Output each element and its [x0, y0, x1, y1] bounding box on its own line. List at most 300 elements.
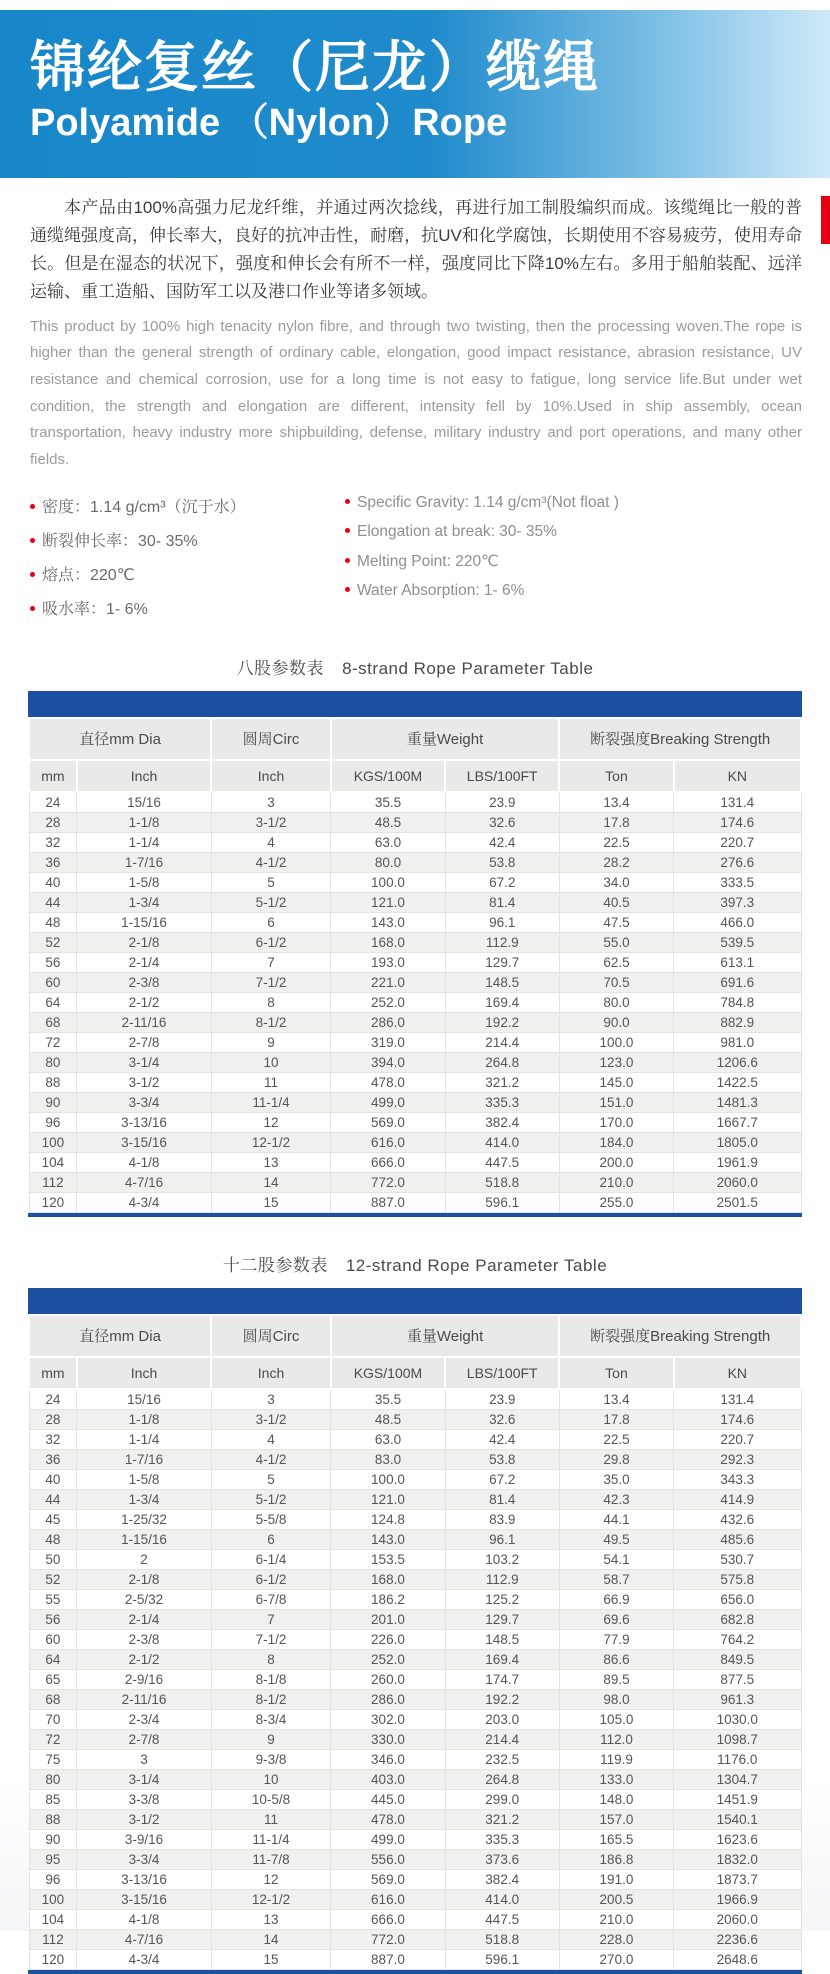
table-cell: 2060.0 [674, 1172, 801, 1192]
table-cell: 80.0 [331, 852, 445, 872]
page-title-english: Polyamide （Nylon）Rope [30, 102, 508, 145]
table-cell: 63.0 [331, 1429, 445, 1449]
table-row [29, 1389, 801, 1410]
table-cell: 887.0 [331, 1949, 445, 1969]
table-cell: 3-1/2 [211, 1409, 331, 1429]
table-cell: 13.4 [559, 792, 673, 813]
table-cell: 129.7 [445, 1609, 559, 1629]
table-cell: 63.0 [331, 832, 445, 852]
table-title-zh: 八股参数表 [236, 658, 325, 678]
table-cell: 276.6 [674, 852, 801, 872]
bullet-dot-icon [30, 538, 35, 543]
column-group-header: 断裂强度Breaking Strength [559, 718, 801, 760]
table-cell: 1451.9 [674, 1789, 801, 1809]
table-cell: 6 [211, 912, 331, 932]
table-cell: 691.6 [674, 972, 801, 992]
bullet-dot-icon [30, 504, 35, 509]
table-cell: 485.6 [674, 1529, 801, 1549]
column-group-header: 圆周Circ [211, 718, 331, 760]
table-cell: 96.1 [445, 1529, 559, 1549]
table-cell: 90 [29, 1829, 77, 1849]
spec-list-english [345, 494, 802, 630]
table-cell: 200.0 [559, 1152, 673, 1172]
table-cell: 3-9/16 [77, 1829, 211, 1849]
intro-paragraph-chinese: 本产品由100%高强力尼龙纤维，并通过两次捻线，再进行加工制股编织而成。该缆绳比一般的普通缆绳强度高，伸长率大，良好的抗冲击性，耐磨，抗UV和化学腐蚀，长期使用不容易疲劳，使用寿命长。但是在湿态的状况下，强度和伸长会有所不一样，强度同比下降10%左右。多用于船舶装配、远洋运输、重工造船、国防军工以及港口作业等诸多领域。 [30, 198, 802, 301]
table-cell: 88 [29, 1809, 77, 1829]
table-cell: 65 [29, 1669, 77, 1689]
table-cell: 5-1/2 [211, 1489, 331, 1509]
spec-item-label: 密度：1.14 g/cm³（沉于水） [42, 498, 246, 516]
table-cell: 17.8 [559, 1409, 673, 1429]
table-cell: 569.0 [331, 1869, 445, 1889]
table-cell: 72 [29, 1032, 77, 1052]
table-cell: 12-1/2 [211, 1889, 331, 1909]
table-cell: 203.0 [445, 1709, 559, 1729]
spec-item-zh [30, 562, 345, 585]
table-cell: 2 [77, 1549, 211, 1569]
table-cell: 2-5/32 [77, 1589, 211, 1609]
spec-item-en [345, 523, 802, 541]
table-cell: 1-1/8 [77, 812, 211, 832]
table-cell: 145.0 [559, 1072, 673, 1092]
table-cell: 2-3/8 [77, 972, 211, 992]
table-cell: 11-7/8 [211, 1849, 331, 1869]
table-row [29, 1072, 801, 1092]
table-cell: 5-1/2 [211, 892, 331, 912]
table-row [29, 1689, 801, 1709]
table-cell: 4 [211, 832, 331, 852]
table-cell: 518.8 [445, 1172, 559, 1192]
table-cell: 772.0 [331, 1172, 445, 1192]
table-cell: 100.0 [331, 1469, 445, 1489]
table-cell: 15/16 [77, 1389, 211, 1410]
table-cell: 447.5 [445, 1152, 559, 1172]
column-header: Inch [211, 760, 331, 792]
table-cell: 100.0 [559, 1032, 673, 1052]
table-cell: 299.0 [445, 1789, 559, 1809]
table-cell: 3-1/4 [77, 1052, 211, 1072]
table-cell: 83.0 [331, 1449, 445, 1469]
table-cell: 186.8 [559, 1849, 673, 1869]
table-cell: 75 [29, 1749, 77, 1769]
table-subheader-row [29, 760, 801, 792]
bullet-dot-icon [345, 587, 350, 592]
table-cell: 414.0 [445, 1889, 559, 1909]
table-cell: 466.0 [674, 912, 801, 932]
table-cell: 3-3/8 [77, 1789, 211, 1809]
table-cell: 13.4 [559, 1389, 673, 1410]
table-cell: 112.9 [445, 932, 559, 952]
table-cell: 9 [211, 1729, 331, 1749]
table-cell: 616.0 [331, 1132, 445, 1152]
table-cell: 1-15/16 [77, 1529, 211, 1549]
table-cell: 11-1/4 [211, 1829, 331, 1849]
table-cell: 397.3 [674, 892, 801, 912]
table-cell: 13 [211, 1152, 331, 1172]
table-cell: 62.5 [559, 952, 673, 972]
spec-list-chinese [30, 494, 345, 630]
table-cell: 58.7 [559, 1569, 673, 1589]
table-cell: 772.0 [331, 1929, 445, 1949]
table-cell: 613.1 [674, 952, 801, 972]
table-cell: 131.4 [674, 1389, 801, 1410]
table-cell: 1-7/16 [77, 852, 211, 872]
table-row [29, 1469, 801, 1489]
table-cell: 48.5 [331, 1409, 445, 1429]
table-cell: 40 [29, 1469, 77, 1489]
table-cell: 3 [211, 792, 331, 813]
table-cell: 7-1/2 [211, 1629, 331, 1649]
table-cell: 148.5 [445, 1629, 559, 1649]
table-cell: 24 [29, 792, 77, 813]
table-cell: 1-3/4 [77, 1489, 211, 1509]
table-cell: 5 [211, 1469, 331, 1489]
table-cell: 40.5 [559, 892, 673, 912]
table-row [29, 1609, 801, 1629]
table-row [29, 1549, 801, 1569]
table-cell: 24 [29, 1389, 77, 1410]
table-cell: 1-5/8 [77, 872, 211, 892]
table-cell: 4-3/4 [77, 1192, 211, 1212]
table-cell: 666.0 [331, 1152, 445, 1172]
spec-item-label: Specific Gravity: 1.14 g/cm³(Not float ) [357, 493, 619, 511]
table-cell: 80 [29, 1769, 77, 1789]
table-row [29, 1829, 801, 1849]
table-cell: 1-25/32 [77, 1509, 211, 1529]
table-cell: 518.8 [445, 1929, 559, 1949]
table-cell: 121.0 [331, 1489, 445, 1509]
table-cell: 201.0 [331, 1609, 445, 1629]
table-cell: 32.6 [445, 1409, 559, 1429]
table-row [29, 1449, 801, 1469]
table-cell: 68 [29, 1012, 77, 1032]
table-cell: 169.4 [445, 992, 559, 1012]
table-cell: 394.0 [331, 1052, 445, 1072]
table-cell: 2-7/8 [77, 1032, 211, 1052]
product-spec-page [0, 10, 830, 1967]
page-banner [0, 10, 830, 178]
table-cell: 1961.9 [674, 1152, 801, 1172]
table-cell: 8 [211, 992, 331, 1012]
table-cell: 157.0 [559, 1809, 673, 1829]
table-cell: 9-3/8 [211, 1749, 331, 1769]
table-cell: 120 [29, 1949, 77, 1969]
table-cell: 53.8 [445, 1449, 559, 1469]
table-cell: 36 [29, 852, 77, 872]
table-row [29, 1869, 801, 1889]
table-cell: 319.0 [331, 1032, 445, 1052]
table-cell: 596.1 [445, 1192, 559, 1212]
table-cell: 849.5 [674, 1649, 801, 1669]
spec-item-label: 熔点：220℃ [42, 566, 135, 584]
table-cell: 226.0 [331, 1629, 445, 1649]
table-cell: 32.6 [445, 812, 559, 832]
table-cell: 321.2 [445, 1809, 559, 1829]
table-cell: 264.8 [445, 1769, 559, 1789]
table-cell: 445.0 [331, 1789, 445, 1809]
table-cell: 447.5 [445, 1909, 559, 1929]
table-cell: 214.4 [445, 1032, 559, 1052]
table-cell: 232.5 [445, 1749, 559, 1769]
table-cell: 67.2 [445, 1469, 559, 1489]
spec-item-label: 断裂伸长率：30- 35% [42, 532, 198, 550]
table-cell: 2-11/16 [77, 1689, 211, 1709]
intro-section [30, 194, 802, 474]
bullet-dot-icon [30, 606, 35, 611]
column-group-header: 直径mm Dia [29, 1315, 211, 1357]
table-cell: 191.0 [559, 1869, 673, 1889]
table-row [29, 1749, 801, 1769]
table-cell: 1481.3 [674, 1092, 801, 1112]
table-cell: 2648.6 [674, 1949, 801, 1969]
table-cell: 123.0 [559, 1052, 673, 1072]
table-cell: 80.0 [559, 992, 673, 1012]
column-group-header: 重量Weight [331, 1315, 560, 1357]
table-row [29, 972, 801, 992]
table-cell: 3-3/4 [77, 1849, 211, 1869]
table-row [29, 1172, 801, 1192]
table-row [29, 1909, 801, 1929]
table-cell: 7 [211, 952, 331, 972]
table-cell: 539.5 [674, 932, 801, 952]
table-cell: 124.8 [331, 1509, 445, 1529]
table-cell: 28.2 [559, 852, 673, 872]
table-cell: 4-7/16 [77, 1929, 211, 1949]
table-cell: 8-1/2 [211, 1689, 331, 1709]
table-cell: 170.0 [559, 1112, 673, 1132]
table-cell: 22.5 [559, 832, 673, 852]
table-cell: 414.0 [445, 1132, 559, 1152]
table-cell: 1-15/16 [77, 912, 211, 932]
table-row [29, 992, 801, 1012]
column-header: mm [29, 760, 77, 792]
table-cell: 15 [211, 1192, 331, 1212]
table-cell: 3-1/2 [77, 1072, 211, 1092]
column-group-header: 重量Weight [331, 718, 560, 760]
table-cell: 220.7 [674, 1429, 801, 1449]
table-cell: 7 [211, 1609, 331, 1629]
column-header: KGS/100M [331, 760, 445, 792]
table-cell: 2-3/8 [77, 1629, 211, 1649]
table-cell: 214.4 [445, 1729, 559, 1749]
column-header: KGS/100M [331, 1357, 445, 1389]
table-cell: 3-1/2 [211, 812, 331, 832]
table-cell: 382.4 [445, 1112, 559, 1132]
table-cell: 104 [29, 1152, 77, 1172]
table-cell: 210.0 [559, 1909, 673, 1929]
table-row [29, 812, 801, 832]
table-cell: 15 [211, 1949, 331, 1969]
table-row [29, 1809, 801, 1829]
table-cell: 6-1/2 [211, 932, 331, 952]
spec-item-label: Water Absorption: 1- 6% [357, 581, 525, 599]
bullet-dot-icon [345, 499, 350, 504]
spec-item-en [345, 552, 802, 571]
bullet-dot-icon [345, 528, 350, 533]
table-cell: 70 [29, 1709, 77, 1729]
table-cell: 682.8 [674, 1609, 801, 1629]
table-cell: 81.4 [445, 892, 559, 912]
table-cell: 499.0 [331, 1092, 445, 1112]
table-cell: 12-1/2 [211, 1132, 331, 1152]
table-cell: 168.0 [331, 1569, 445, 1589]
table-cell: 88 [29, 1072, 77, 1092]
table-row [29, 1132, 801, 1152]
table-row [29, 1429, 801, 1449]
table-cell: 42.3 [559, 1489, 673, 1509]
table-cell: 346.0 [331, 1749, 445, 1769]
table-cell: 47.5 [559, 912, 673, 932]
table-cell: 48 [29, 912, 77, 932]
table-cell: 1304.7 [674, 1769, 801, 1789]
spec-item-en [345, 582, 802, 600]
table-cell: 14 [211, 1929, 331, 1949]
table-cell: 14 [211, 1172, 331, 1192]
table-row [29, 1092, 801, 1112]
table-cell: 44 [29, 892, 77, 912]
table-cell: 36 [29, 1449, 77, 1469]
table-cell: 260.0 [331, 1669, 445, 1689]
table-cell: 83.9 [445, 1509, 559, 1529]
table-cell: 1030.0 [674, 1709, 801, 1729]
table-cell: 60 [29, 1629, 77, 1649]
table-cell: 1422.5 [674, 1072, 801, 1092]
table-cell: 52 [29, 1569, 77, 1589]
table-cell: 153.5 [331, 1549, 445, 1569]
table-row [29, 1509, 801, 1529]
table-cell: 81.4 [445, 1489, 559, 1509]
table-cell: 1-3/4 [77, 892, 211, 912]
table-cell: 335.3 [445, 1092, 559, 1112]
table-cell: 2-11/16 [77, 1012, 211, 1032]
table-cell: 252.0 [331, 992, 445, 1012]
table-cell: 129.7 [445, 952, 559, 972]
table-cell: 148.5 [445, 972, 559, 992]
column-header: mm [29, 1357, 77, 1389]
table-cell: 28 [29, 812, 77, 832]
table-cell: 656.0 [674, 1589, 801, 1609]
spec-item-zh [30, 596, 345, 619]
table-cell: 96 [29, 1112, 77, 1132]
table-row [29, 1032, 801, 1052]
table-cell: 186.2 [331, 1589, 445, 1609]
table-cell: 32 [29, 1429, 77, 1449]
table-cell: 112.9 [445, 1569, 559, 1589]
table-cell: 35.5 [331, 1389, 445, 1410]
table-row [29, 892, 801, 912]
table-cell: 72 [29, 1729, 77, 1749]
spec-item-label: Elongation at break: 30- 35% [357, 522, 557, 540]
table-cell: 85 [29, 1789, 77, 1809]
table-cell: 4-1/8 [77, 1909, 211, 1929]
table-title-12-strand [0, 1251, 830, 1276]
table-cell: 56 [29, 1609, 77, 1629]
table-group-header-row [29, 1315, 801, 1357]
table-cell: 40 [29, 872, 77, 892]
table-cell: 86.6 [559, 1649, 673, 1669]
table-cell: 50 [29, 1549, 77, 1569]
table-cell: 1-1/8 [77, 1409, 211, 1429]
table-cell: 302.0 [331, 1709, 445, 1729]
table-cell: 120 [29, 1192, 77, 1212]
table-8-strand [28, 691, 802, 1217]
table-cell: 10 [211, 1769, 331, 1789]
table-cell: 10 [211, 1052, 331, 1072]
table-cell: 2-3/4 [77, 1709, 211, 1729]
table-cell: 90 [29, 1092, 77, 1112]
table-cell: 169.4 [445, 1649, 559, 1669]
table-row [29, 1529, 801, 1549]
table-cell: 148.0 [559, 1789, 673, 1809]
table-cell: 286.0 [331, 1689, 445, 1709]
table-cell: 252.0 [331, 1649, 445, 1669]
column-header: KN [674, 760, 801, 792]
table-cell: 1206.6 [674, 1052, 801, 1072]
table-cell: 2-1/4 [77, 1609, 211, 1629]
table-cell: 143.0 [331, 912, 445, 932]
table-bottom-bar [28, 1213, 802, 1217]
table-cell: 34.0 [559, 872, 673, 892]
table-cell: 64 [29, 1649, 77, 1669]
column-header: Inch [77, 760, 211, 792]
table-cell: 2-1/2 [77, 1649, 211, 1669]
table-row [29, 1949, 801, 1969]
table-cell: 143.0 [331, 1529, 445, 1549]
table-cell: 5-5/8 [211, 1509, 331, 1529]
table-cell: 2236.6 [674, 1929, 801, 1949]
table-cell: 95 [29, 1849, 77, 1869]
table-row [29, 792, 801, 813]
table-cell: 45 [29, 1509, 77, 1529]
table-cell: 3 [211, 1389, 331, 1410]
table-cell: 98.0 [559, 1689, 673, 1709]
table-row [29, 1929, 801, 1949]
table-cell: 403.0 [331, 1769, 445, 1789]
table-cell: 3-13/16 [77, 1112, 211, 1132]
table-cell: 35.5 [331, 792, 445, 813]
table-cell: 69.6 [559, 1609, 673, 1629]
table-cell: 112 [29, 1929, 77, 1949]
table-row [29, 1769, 801, 1789]
table-cell: 184.0 [559, 1132, 673, 1152]
table-cell: 4-1/2 [211, 1449, 331, 1469]
table-cell: 8-3/4 [211, 1709, 331, 1729]
table-cell: 174.6 [674, 1409, 801, 1429]
table-subheader-row [29, 1357, 801, 1389]
table-cell: 55.0 [559, 932, 673, 952]
table-row [29, 1889, 801, 1909]
table-cell: 7-1/2 [211, 972, 331, 992]
table-cell: 6-7/8 [211, 1589, 331, 1609]
table-cell: 22.5 [559, 1429, 673, 1449]
table-cell: 530.7 [674, 1549, 801, 1569]
table-cell: 104 [29, 1909, 77, 1929]
red-accent-tab [821, 196, 830, 244]
table-cell: 4-3/4 [77, 1949, 211, 1969]
table-cell: 192.2 [445, 1012, 559, 1032]
table-cell: 3-3/4 [77, 1092, 211, 1112]
table-cell: 4-7/16 [77, 1172, 211, 1192]
table-cell: 1-5/8 [77, 1469, 211, 1489]
table-title-8-strand [0, 654, 830, 679]
table-bottom-bar [28, 1970, 802, 1974]
table-cell: 575.8 [674, 1569, 801, 1589]
table-cell: 210.0 [559, 1172, 673, 1192]
table-cell: 961.3 [674, 1689, 801, 1709]
table-cell: 1667.7 [674, 1112, 801, 1132]
table-cell: 3-1/4 [77, 1769, 211, 1789]
bullet-dot-icon [345, 558, 350, 563]
